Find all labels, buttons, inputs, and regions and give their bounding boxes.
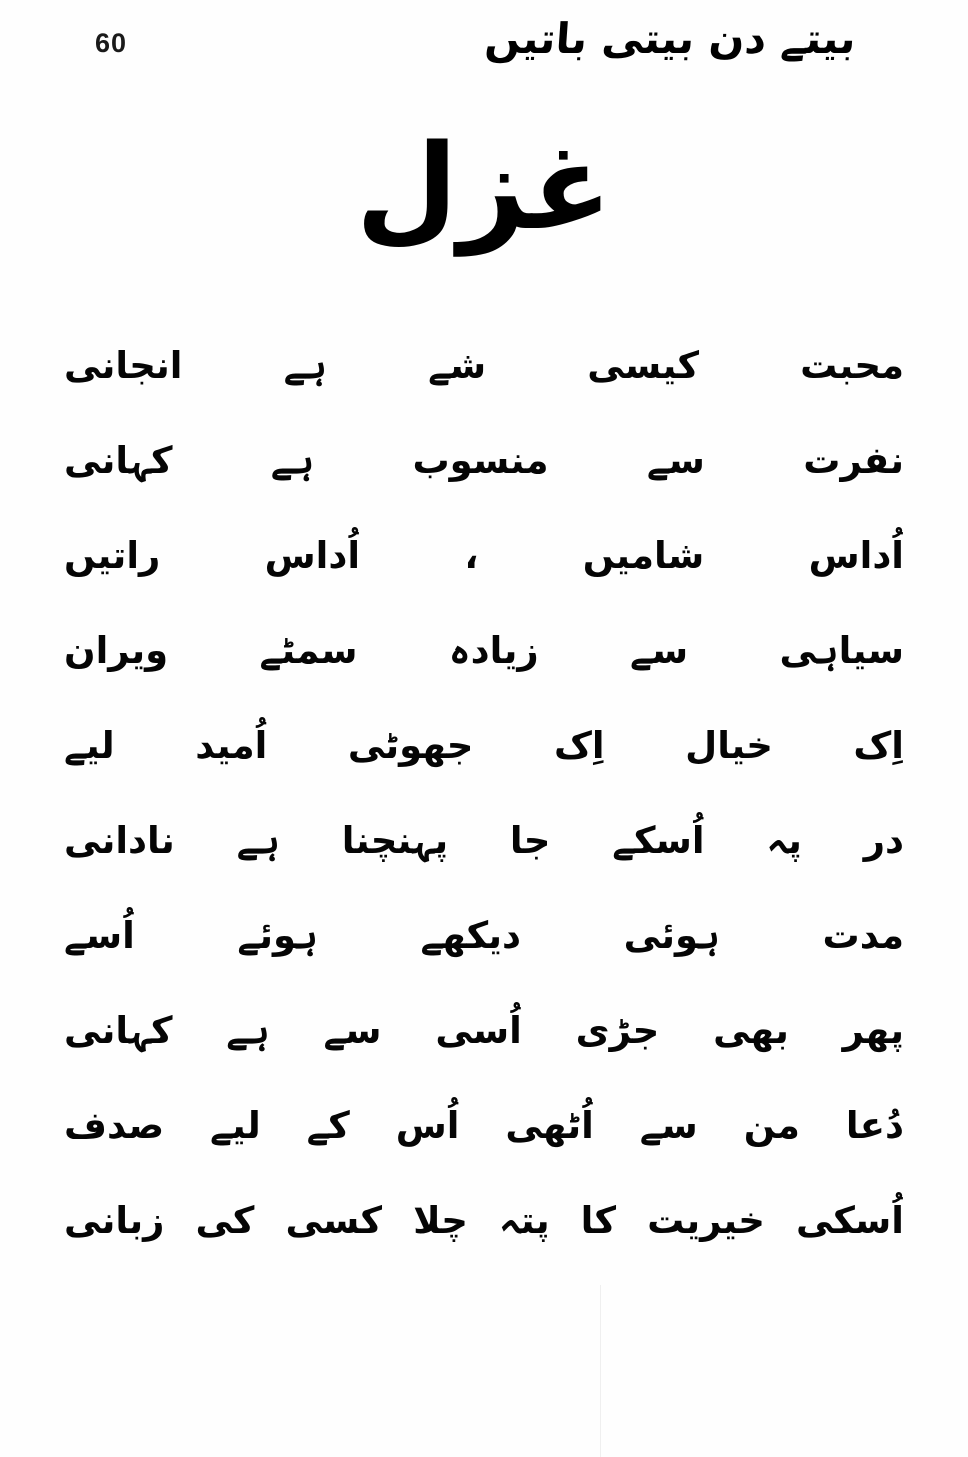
poem-word: اُسکے: [612, 819, 705, 862]
poem-word: سیاہی: [779, 629, 904, 672]
poem-word: کسی: [285, 1199, 383, 1242]
poem-word: انجانی: [64, 344, 183, 387]
poem: [0, 318, 968, 1268]
poem-word: محبت: [800, 344, 904, 387]
running-header-title: بیتے دن بیتی باتیں: [483, 14, 858, 63]
poem-word: کہانی: [64, 439, 173, 482]
ghazal-title: غزل: [355, 118, 613, 256]
poem-word: سے: [630, 629, 689, 672]
poem-word: منسوب: [412, 439, 549, 482]
poem-word: پہ: [766, 819, 802, 862]
poem-word: کیسی: [587, 344, 700, 387]
poem-word: جھوٹی: [347, 724, 474, 767]
poem-word: زیادہ: [448, 629, 539, 672]
poem-word: لیے: [64, 724, 115, 767]
poem-word: کہانی: [64, 1009, 173, 1052]
poem-line: [0, 413, 968, 508]
poem-word: اِک: [554, 724, 605, 767]
poem-word: ہوئے: [237, 914, 318, 957]
poem-word: پھر: [842, 1009, 904, 1052]
poem-word: اُسکی: [795, 1199, 904, 1242]
poem-word: سے: [646, 439, 705, 482]
poem-word: اُسی: [435, 1009, 522, 1052]
poem-word: اُسے: [64, 914, 135, 957]
poem-line: [0, 1173, 968, 1268]
poem-word: دُعا: [845, 1104, 904, 1147]
poem-word: خیریت: [647, 1199, 765, 1242]
poem-word: ہے: [226, 1009, 270, 1052]
poem-line: [0, 1078, 968, 1173]
poem-word: مدت: [822, 914, 904, 957]
poem-word: ہے: [270, 439, 315, 482]
poem-word: شامیں: [582, 534, 705, 577]
poem-line: [0, 603, 968, 698]
poem-line: [0, 698, 968, 793]
poem-word: کا: [580, 1199, 617, 1242]
poem-word: پہنچنا: [341, 819, 449, 862]
poem-word: ہے: [236, 819, 280, 862]
poem-word: زبانی: [64, 1199, 165, 1242]
poem-word: شے: [428, 344, 487, 387]
poem-line: [0, 793, 968, 888]
poem-word: ہے: [283, 344, 327, 387]
poem-word: ہوئی: [623, 914, 720, 957]
poem-word: کے: [306, 1104, 350, 1147]
poem-word: چلا: [413, 1199, 468, 1242]
poem-word: سے: [323, 1009, 382, 1052]
poem-word: لیے: [210, 1104, 261, 1147]
poem-word: ،: [464, 534, 479, 577]
poem-word: خیال: [685, 724, 773, 767]
poem-line: [0, 983, 968, 1078]
poem-word: پتہ: [498, 1199, 550, 1242]
scan-artifact-line: [600, 1285, 601, 1457]
page-number: 60: [95, 28, 128, 58]
poem-word: جڑی: [575, 1009, 660, 1052]
poem-word: اُمید: [195, 724, 268, 767]
poem-word: جا: [509, 819, 551, 862]
poem-word: ویران: [64, 629, 169, 672]
poem-line: [0, 888, 968, 983]
poem-word: من: [743, 1104, 800, 1147]
poem-word: اُداس: [808, 534, 904, 577]
poem-word: نفرت: [803, 439, 904, 482]
poem-word: اُٹھی: [505, 1104, 594, 1147]
poem-line: [0, 318, 968, 413]
poem-word: اِک: [853, 724, 904, 767]
poem-word: دیکھے: [420, 914, 522, 957]
poem-line: [0, 508, 968, 603]
poem-word: راتیں: [64, 534, 161, 577]
poem-word: نادانی: [64, 819, 175, 862]
poem-word: بھی: [713, 1009, 789, 1052]
poem-word: در: [863, 819, 904, 862]
poem-word: سمٹے: [259, 629, 358, 672]
poem-word: کی: [195, 1199, 255, 1242]
poem-word: اُداس: [264, 534, 361, 577]
poem-word: سے: [639, 1104, 698, 1147]
poem-word: اُس: [395, 1104, 460, 1147]
poem-word: صدف: [64, 1104, 165, 1147]
